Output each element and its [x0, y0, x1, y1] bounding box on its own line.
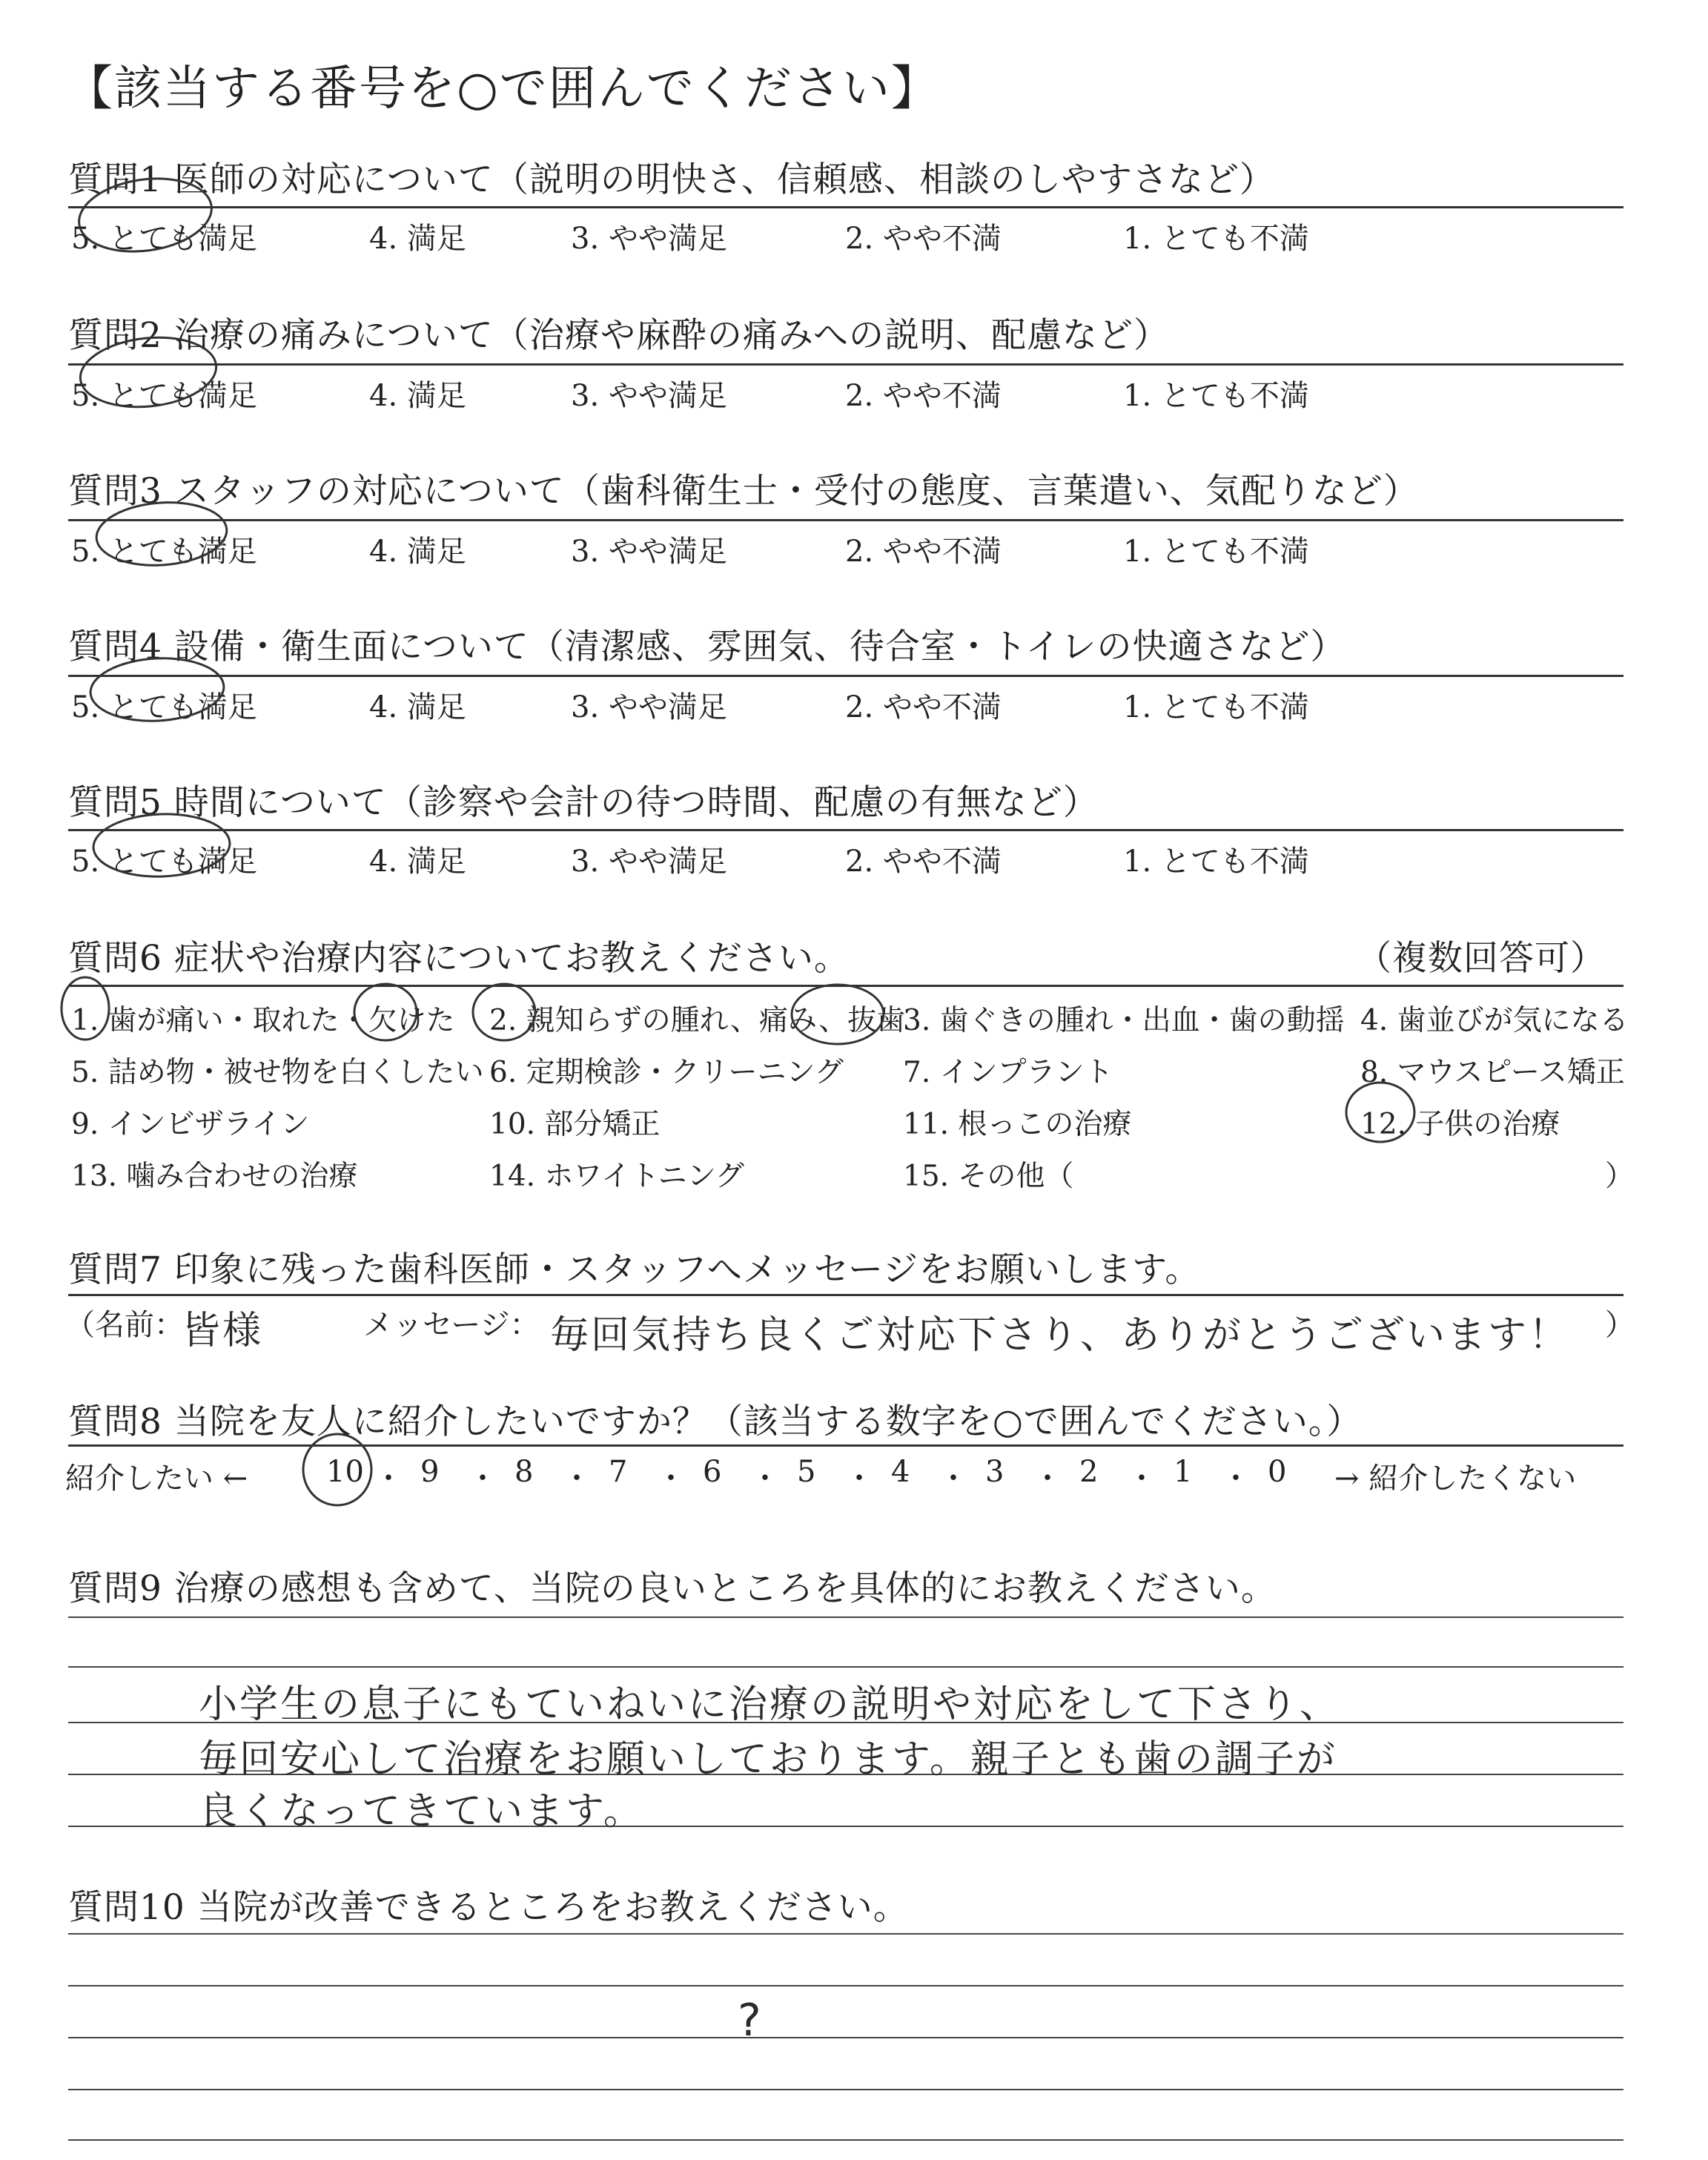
q2-option-3[interactable]: 3. やや満足 [571, 379, 727, 413]
q6-option-1[interactable]: 1. 歯が痛い・取れた・欠けた [71, 1004, 455, 1037]
q9-answer-line-2[interactable]: 毎回安心して治療をお願いしております。親子とも歯の調子が [199, 1737, 1337, 1782]
q8-title: 質問8 当院を友人に紹介したいですか？（該当する数字を○で囲んでください。） [68, 1401, 1363, 1442]
q8-scale-6[interactable]: 6 [703, 1455, 722, 1489]
q6-option-2[interactable]: 2. 親知らずの腫れ、痛み、抜歯 [489, 1004, 906, 1037]
q4-option-1[interactable]: 1. とても不満 [1123, 690, 1309, 724]
q6-option-12-circle [1346, 1083, 1414, 1142]
q7-message-label: メッセージ： [363, 1308, 540, 1342]
q6-option-4[interactable]: 4. 歯並びが気になる [1360, 1004, 1629, 1037]
q10-answer[interactable]: ? [738, 1995, 764, 2047]
q8-scale-separator: ・ [562, 1462, 592, 1496]
q8-scale-separator: ・ [1221, 1462, 1251, 1496]
q5-title: 質問5 時間について（診察や会計の待つ時間、配慮の有無など） [68, 782, 1099, 823]
q8-scale-separator: ・ [939, 1462, 968, 1496]
q5-option-4[interactable]: 4. 満足 [369, 845, 466, 879]
q3-option-2[interactable]: 2. やや不満 [845, 535, 1002, 569]
q9-answer-line-1[interactable]: 小学生の息子にもていねいに治療の説明や対応をして下さり、 [199, 1682, 1341, 1727]
q8-scale-separator: ・ [374, 1462, 403, 1496]
q2-option-4[interactable]: 4. 満足 [369, 379, 466, 413]
q2-option-5[interactable]: 5. とても満足 [71, 379, 257, 413]
q8-scale-separator: ・ [844, 1462, 874, 1496]
q1-option-3[interactable]: 3. やや満足 [571, 222, 727, 256]
q8-scale-9[interactable]: 9 [420, 1455, 440, 1489]
q2-selection-circle [77, 331, 220, 414]
q8-scale-separator: ・ [1127, 1462, 1156, 1496]
q8-right-label: → 紹介したくない [1334, 1462, 1577, 1496]
q8-selection-circle [303, 1434, 371, 1505]
form-header: 【該当する番号を○で囲んでください】 [65, 62, 940, 116]
q4-option-4[interactable]: 4. 満足 [369, 690, 466, 724]
q3-option-4[interactable]: 4. 満足 [369, 535, 466, 569]
q6-option-11[interactable]: 11. 根っこの治療 [903, 1108, 1132, 1141]
q1-option-2[interactable]: 2. やや不満 [845, 222, 1002, 256]
q3-selection-circle [94, 498, 228, 569]
q4-option-2[interactable]: 2. やや不満 [845, 690, 1002, 724]
q6-option-14[interactable]: 14. ホワイトニング [489, 1160, 744, 1193]
q8-scale-10[interactable]: 10 [326, 1455, 364, 1489]
q6-option-1-circle [62, 977, 109, 1040]
q10-title: 質問10 当院が改善できるところをお教えください。 [68, 1887, 909, 1928]
q6-title: 質問6 症状や治療内容についてお教えください。 [68, 938, 850, 979]
q4-title: 質問4 設備・衛生面について（清潔感、雰囲気、待合室・トイレの快適さなど） [68, 627, 1346, 667]
q5-option-3[interactable]: 3. やや満足 [571, 845, 727, 879]
q7-message-value[interactable]: 毎回気持ち良くご対応下さり、ありがとうございます！ [550, 1313, 1570, 1358]
q1-option-1[interactable]: 1. とても不満 [1123, 222, 1309, 256]
q6-option-10[interactable]: 10. 部分矯正 [489, 1108, 661, 1141]
q6-option-1-kaketa-circle [354, 984, 417, 1040]
q8-scale-4[interactable]: 4 [891, 1455, 910, 1489]
q8-scale-separator: ・ [468, 1462, 497, 1496]
q8-scale-separator: ・ [750, 1462, 780, 1496]
q8-scale-separator: ・ [656, 1462, 686, 1496]
q6-other-close-paren: ） [1605, 1160, 1635, 1193]
q6-option-8[interactable]: 8. マウスピース矯正 [1360, 1056, 1625, 1089]
q5-option-5[interactable]: 5. とても満足 [71, 845, 257, 879]
q8-scale-3[interactable]: 3 [985, 1455, 1004, 1489]
q8-scale-2[interactable]: 2 [1079, 1455, 1099, 1489]
q7-name-label: （名前： [65, 1308, 184, 1342]
q1-option-4[interactable]: 4. 満足 [369, 222, 466, 256]
q9-title: 質問9 治療の感想も含めて、当院の良いところを具体的にお教えください。 [68, 1568, 1277, 1609]
q9-answer-line-3[interactable]: 良くなってきています。 [199, 1789, 644, 1834]
q6-option-15[interactable]: 15. その他（ [903, 1160, 1074, 1193]
q4-option-5[interactable]: 5. とても満足 [71, 690, 257, 724]
q6-option-13[interactable]: 13. 噛み合わせの治療 [71, 1160, 358, 1193]
q6-multi-note: （複数回答可） [1357, 938, 1606, 979]
q1-option-5[interactable]: 5. とても満足 [71, 222, 257, 256]
q7-close-paren: ） [1605, 1308, 1635, 1342]
q3-option-3[interactable]: 3. やや満足 [571, 535, 727, 569]
q3-title: 質問3 スタッフの対応について（歯科衛生士・受付の態度、言葉遣い、気配りなど） [68, 471, 1419, 512]
q6-option-9[interactable]: 9. インビザライン [71, 1108, 310, 1141]
q3-option-5[interactable]: 5. とても満足 [71, 535, 257, 569]
q1-title: 質問1 医師の対応について（説明の明快さ、信頼感、相談のしやすさなど） [68, 159, 1276, 200]
q8-scale-1[interactable]: 1 [1174, 1455, 1193, 1489]
q3-option-1[interactable]: 1. とても不満 [1123, 535, 1309, 569]
q8-scale-5[interactable]: 5 [797, 1455, 816, 1489]
q7-name-value[interactable]: 皆様 [182, 1309, 264, 1353]
q6-option-2-bashi-circle [792, 985, 884, 1044]
q2-title: 質問2 治療の痛みについて（治療や麻酔の痛みへの説明、配慮など） [68, 315, 1169, 356]
q6-option-7[interactable]: 7. インプラント [903, 1056, 1113, 1089]
q4-selection-circle [89, 655, 225, 724]
q8-scale-7[interactable]: 7 [609, 1455, 628, 1489]
q1-selection-circle [74, 171, 216, 260]
q2-option-1[interactable]: 1. とても不満 [1123, 379, 1309, 413]
q6-option-6[interactable]: 6. 定期検診・クリーニング [489, 1056, 844, 1089]
q6-option-2-circle [473, 984, 535, 1040]
q6-option-12[interactable]: 12. 子供の治療 [1360, 1108, 1560, 1141]
q5-option-2[interactable]: 2. やや不満 [845, 845, 1002, 879]
q5-option-1[interactable]: 1. とても不満 [1123, 845, 1309, 879]
q8-scale-0[interactable]: 0 [1268, 1455, 1287, 1489]
q7-title: 質問7 印象に残った歯科医師・スタッフへメッセージをお願いします。 [68, 1249, 1201, 1290]
q8-left-label: 紹介したい ← [65, 1462, 248, 1496]
q5-selection-circle [93, 812, 231, 879]
q2-option-2[interactable]: 2. やや不満 [845, 379, 1002, 413]
q8-scale-8[interactable]: 8 [514, 1455, 534, 1489]
q4-option-3[interactable]: 3. やや満足 [571, 690, 727, 724]
q6-option-3[interactable]: 3. 歯ぐきの腫れ・出血・歯の動揺 [903, 1004, 1345, 1037]
q6-option-5[interactable]: 5. 詰め物・被せ物を白くしたい [71, 1056, 484, 1089]
q8-scale-separator: ・ [1033, 1462, 1062, 1496]
